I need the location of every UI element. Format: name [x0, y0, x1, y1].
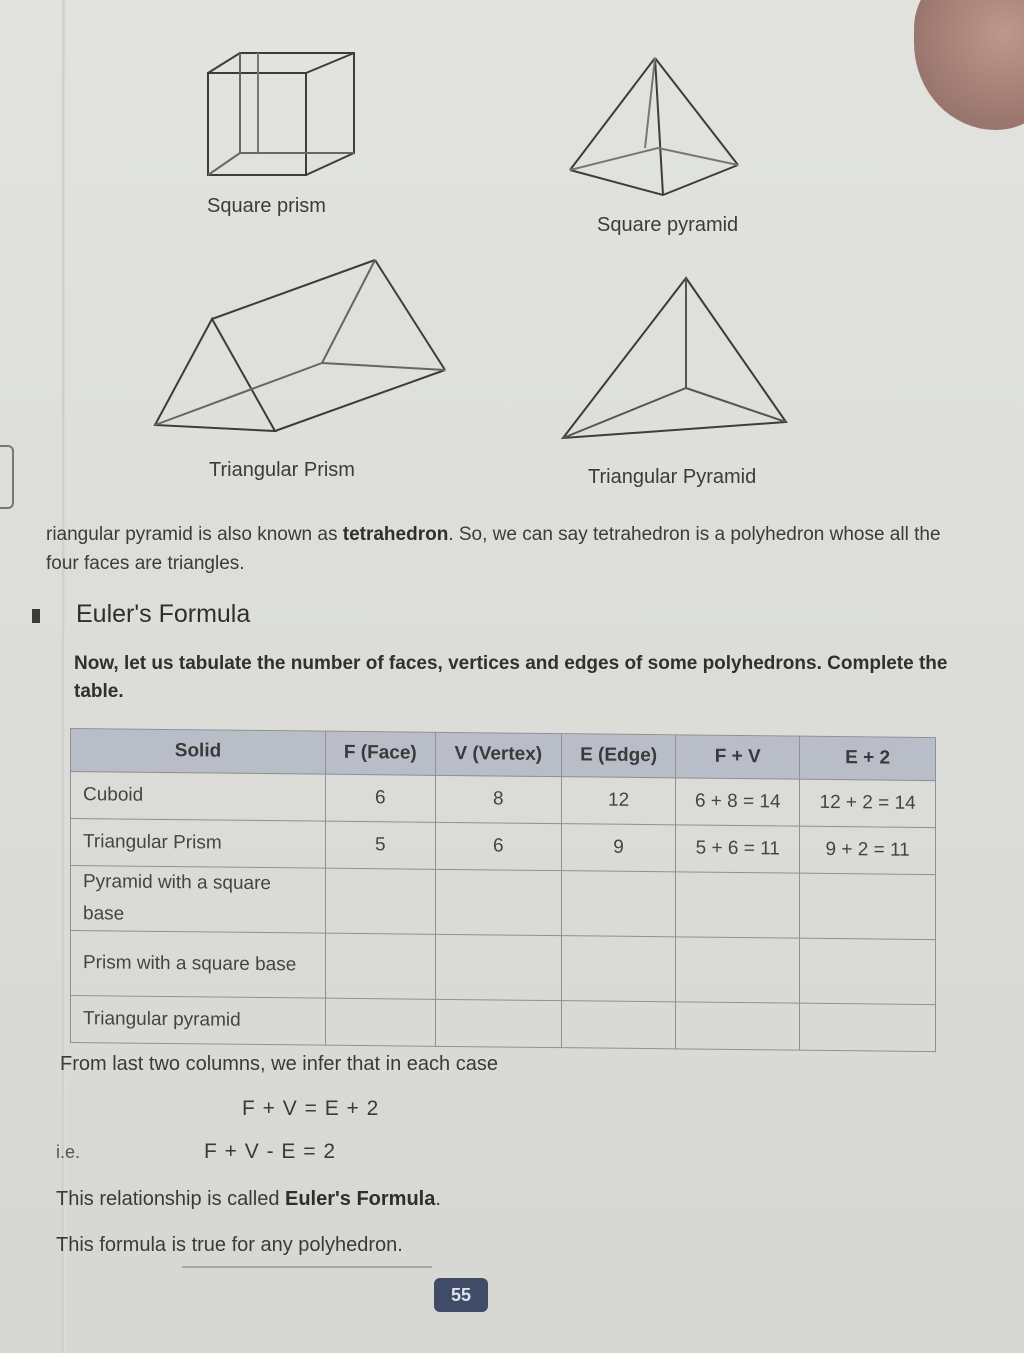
triangular-prism-figure: [150, 255, 455, 440]
true-for-polyhedron-text: This formula is true for any polyhedron.: [56, 1234, 403, 1256]
header-solid: Solid: [71, 729, 326, 775]
cell-edge: 12: [561, 777, 675, 825]
square-prism-figure: [200, 45, 370, 185]
cell-e-plus-2: 9 + 2 = 11: [800, 826, 936, 874]
cell-f-plus-v[interactable]: [676, 1002, 800, 1050]
cell-face[interactable]: [326, 868, 436, 934]
relationship-suffix: .: [435, 1188, 441, 1210]
cell-edge[interactable]: [561, 1001, 675, 1049]
cell-e-plus-2[interactable]: [800, 1003, 936, 1051]
header-e-plus-2: E + 2: [800, 736, 936, 780]
caption-triangular-prism: Triangular Prism: [209, 459, 355, 481]
cell-vertex: 6: [435, 822, 561, 870]
section-bullet: [32, 609, 40, 623]
cell-vertex[interactable]: [435, 934, 561, 1000]
cell-edge[interactable]: [561, 936, 675, 1002]
cell-f-plus-v: 6 + 8 = 14: [676, 778, 800, 826]
cell-solid: Prism with a square base: [71, 931, 326, 999]
caption-triangular-pyramid: Triangular Pyramid: [588, 466, 757, 488]
cell-face[interactable]: [326, 998, 436, 1046]
relationship-text: [56, 1188, 441, 1211]
triangular-pyramid-figure: [558, 270, 793, 445]
section-heading: Euler's Formula: [76, 600, 251, 628]
relationship-bold: Euler's Formula: [285, 1188, 436, 1210]
equation-1: F + V = E + 2: [242, 1097, 380, 1120]
cell-solid: Triangular Prism: [71, 819, 326, 869]
header-edge: E (Edge): [561, 734, 675, 778]
header-vertex: V (Vertex): [435, 732, 561, 776]
tetrahedron-paragraph: [46, 520, 946, 578]
cell-f-plus-v[interactable]: [676, 937, 800, 1003]
table-row: [71, 996, 936, 1052]
table-row: [71, 931, 936, 1005]
cell-edge[interactable]: [561, 871, 675, 937]
cell-solid: Cuboid: [71, 772, 326, 822]
page-tab-marker: [0, 445, 14, 509]
para-bold-tetrahedron: tetrahedron: [342, 524, 449, 545]
divider-line: [182, 1266, 432, 1268]
cell-solid: Pyramid with a square base: [71, 866, 326, 934]
cell-f-plus-v[interactable]: [676, 872, 800, 938]
square-pyramid-figure: [560, 50, 750, 200]
cell-e-plus-2[interactable]: [800, 938, 936, 1004]
para-text-1: riangular pyramid is also known as: [46, 524, 343, 545]
cell-face[interactable]: [326, 933, 436, 999]
table-row: [71, 866, 936, 940]
cell-f-plus-v: 5 + 6 = 11: [676, 825, 800, 873]
inference-text: From last two columns, we infer that in each case: [60, 1053, 498, 1075]
relationship-prefix: This relationship is called: [56, 1188, 285, 1210]
cell-e-plus-2[interactable]: [800, 873, 936, 939]
instruction-text: Now, let us tabulate the number of faces, vertices and edges of some polyhedrons. Complete the table.: [74, 653, 948, 702]
page-number-badge: 55: [434, 1278, 488, 1312]
equation-2: F + V - E = 2: [204, 1140, 337, 1163]
ie-label: i.e.: [56, 1142, 81, 1162]
caption-square-pyramid: Square pyramid: [597, 214, 739, 236]
polyhedron-table: [70, 728, 936, 1052]
finger-thumb: [914, 0, 1024, 130]
para-text-2: . So, we can say tetrahedron is a polyhedron whose all the four faces are triangles.: [46, 524, 941, 574]
cell-solid: Triangular pyramid: [71, 996, 326, 1046]
cell-vertex[interactable]: [435, 999, 561, 1047]
cell-face: 5: [326, 821, 436, 869]
header-f-plus-v: F + V: [676, 735, 800, 779]
cell-vertex: 8: [435, 775, 561, 823]
cell-face: 6: [326, 774, 436, 822]
cell-e-plus-2: 12 + 2 = 14: [800, 779, 936, 827]
cell-edge: 9: [561, 824, 675, 872]
cell-vertex[interactable]: [435, 869, 561, 935]
header-face: F (Face): [326, 731, 436, 775]
caption-square-prism: Square prism: [207, 195, 326, 217]
